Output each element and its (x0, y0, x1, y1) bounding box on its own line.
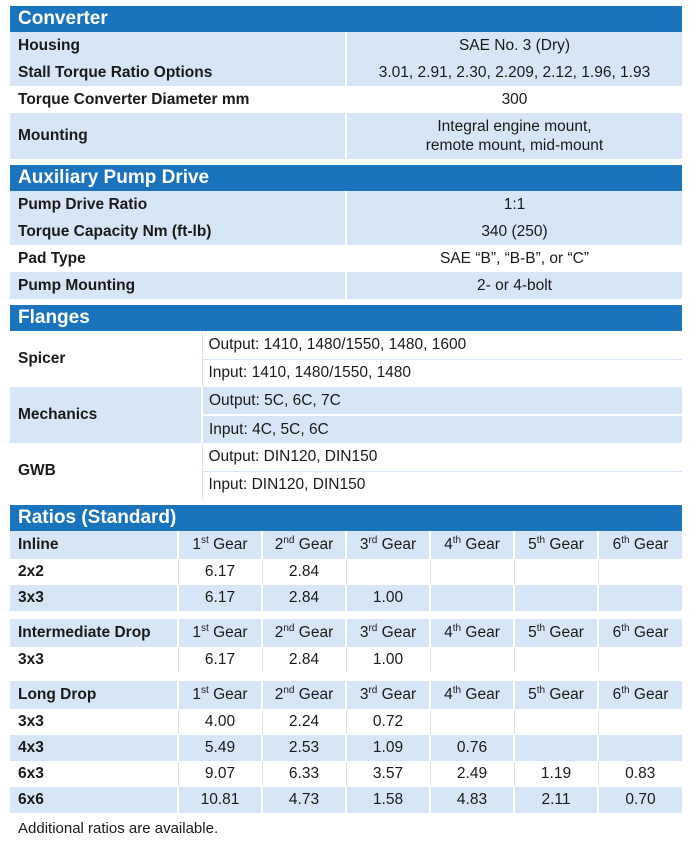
row-label: Mounting (10, 113, 346, 159)
gear-header: 1st Gear (178, 619, 262, 647)
ratio-value: 2.53 (262, 735, 346, 761)
table-row (10, 86, 682, 113)
ratio-value (514, 585, 598, 611)
ratio-value: 0.76 (430, 735, 514, 761)
ratio-value (598, 647, 682, 673)
value-line: Integral engine mount, (437, 118, 592, 135)
gear-header: 2nd Gear (262, 531, 346, 559)
table-row (10, 387, 682, 415)
value-line: remote mount, mid-mount (425, 137, 604, 154)
ratio-config-label: 3x3 (10, 585, 178, 611)
table-row (10, 559, 682, 585)
gear-header-row (10, 681, 682, 709)
table-row (10, 218, 682, 245)
ratio-value (514, 709, 598, 735)
ratio-value: 1.00 (346, 647, 430, 673)
row-value: SAE “B”, “B-B”, or “C” (346, 245, 682, 272)
ratio-value: 9.07 (178, 761, 262, 787)
table-row (10, 647, 682, 673)
group-spacer (10, 673, 682, 681)
ratio-value: 1.09 (346, 735, 430, 761)
gear-header: 2nd Gear (262, 619, 346, 647)
row-label: Pump Mounting (10, 272, 346, 299)
row-label: Stall Torque Ratio Options (10, 59, 346, 86)
row-label: Pad Type (10, 245, 346, 272)
flange-group-label: GWB (10, 443, 202, 499)
flanges-table (10, 331, 682, 499)
gear-header: 3rd Gear (346, 531, 430, 559)
footnote: Additional ratios are available. (18, 820, 219, 837)
ratio-value: 6.17 (178, 559, 262, 585)
gear-header: 6th Gear (598, 531, 682, 559)
table-row (10, 191, 682, 218)
gear-header: 1st Gear (178, 681, 262, 709)
row-label: Torque Capacity Nm (ft-lb) (10, 218, 346, 245)
row-value: 2- or 4-bolt (346, 272, 682, 299)
ratio-value: 2.11 (514, 787, 598, 813)
ratio-value: 6.17 (178, 585, 262, 611)
ratio-value: 4.73 (262, 787, 346, 813)
ratio-value: 3.57 (346, 761, 430, 787)
ratio-value: 0.72 (346, 709, 430, 735)
pump-table (10, 191, 682, 299)
row-value: 300 (346, 86, 682, 113)
flanges-section-title: Flanges (10, 305, 682, 331)
table-row (10, 331, 682, 359)
pump-section-title: Auxiliary Pump Drive (10, 165, 682, 191)
ratio-config-label: 6x6 (10, 787, 178, 813)
table-row (10, 113, 682, 159)
table-row (10, 32, 682, 59)
table-row (10, 443, 682, 471)
ratio-value (598, 559, 682, 585)
ratio-value: 2.84 (262, 559, 346, 585)
ratio-config-label: 4x3 (10, 735, 178, 761)
ratio-value (598, 735, 682, 761)
table-row (10, 761, 682, 787)
row-value (346, 113, 682, 159)
row-value: SAE No. 3 (Dry) (346, 32, 682, 59)
ratio-value: 10.81 (178, 787, 262, 813)
flange-input: Input: DIN120, DIN150 (202, 471, 682, 499)
ratio-value: 1.19 (514, 761, 598, 787)
ratio-value (598, 585, 682, 611)
gear-header: 6th Gear (598, 619, 682, 647)
table-row (10, 787, 682, 813)
converter-table (10, 32, 682, 159)
table-row (10, 585, 682, 611)
ratio-value (598, 709, 682, 735)
flange-input: Input: 1410, 1480/1550, 1480 (202, 359, 682, 387)
ratio-value: 2.24 (262, 709, 346, 735)
ratio-config-label: 3x3 (10, 709, 178, 735)
table-row (10, 709, 682, 735)
gear-header: 4th Gear (430, 531, 514, 559)
ratio-value: 2.49 (430, 761, 514, 787)
gear-header-row (10, 619, 682, 647)
ratio-group-name: Intermediate Drop (10, 619, 178, 647)
row-value: 1:1 (346, 191, 682, 218)
ratio-value: 0.83 (598, 761, 682, 787)
gear-header: 5th Gear (514, 681, 598, 709)
ratio-value (346, 559, 430, 585)
ratio-value: 6.17 (178, 647, 262, 673)
row-value: 340 (250) (346, 218, 682, 245)
gear-header: 4th Gear (430, 619, 514, 647)
ratio-value: 2.84 (262, 585, 346, 611)
group-spacer (10, 611, 682, 619)
gear-header: 4th Gear (430, 681, 514, 709)
gear-header: 5th Gear (514, 531, 598, 559)
ratio-value (514, 559, 598, 585)
gear-header: 5th Gear (514, 619, 598, 647)
row-label: Torque Converter Diameter mm (10, 86, 346, 113)
flange-output: Output: 5C, 6C, 7C (202, 387, 682, 415)
row-label: Housing (10, 32, 346, 59)
gear-header: 2nd Gear (262, 681, 346, 709)
ratio-value (514, 647, 598, 673)
ratios-section-title: Ratios (Standard) (10, 505, 682, 531)
spec-sheet (0, 6, 690, 837)
ratio-value (430, 585, 514, 611)
ratio-value: 4.00 (178, 709, 262, 735)
table-row (10, 735, 682, 761)
gear-header: 6th Gear (598, 681, 682, 709)
ratio-value: 4.83 (430, 787, 514, 813)
ratio-value (430, 647, 514, 673)
table-row (10, 245, 682, 272)
table-row (10, 59, 682, 86)
ratio-value (514, 735, 598, 761)
ratio-group-name: Inline (10, 531, 178, 559)
row-value: 3.01, 2.91, 2.30, 2.209, 2.12, 1.96, 1.93 (346, 59, 682, 86)
gear-header: 3rd Gear (346, 681, 430, 709)
gear-header: 1st Gear (178, 531, 262, 559)
ratio-value: 2.84 (262, 647, 346, 673)
flange-group-label: Mechanics (10, 387, 202, 443)
gear-header-row (10, 531, 682, 559)
gear-header: 3rd Gear (346, 619, 430, 647)
flange-input: Input: 4C, 5C, 6C (202, 415, 682, 443)
ratio-group-name: Long Drop (10, 681, 178, 709)
flange-output: Output: 1410, 1480/1550, 1480, 1600 (202, 331, 682, 359)
row-label: Pump Drive Ratio (10, 191, 346, 218)
ratio-config-label: 6x3 (10, 761, 178, 787)
ratio-value: 5.49 (178, 735, 262, 761)
table-row (10, 272, 682, 299)
ratio-value (430, 709, 514, 735)
ratio-config-label: 2x2 (10, 559, 178, 585)
ratio-value: 1.00 (346, 585, 430, 611)
ratio-value (430, 559, 514, 585)
ratio-config-label: 3x3 (10, 647, 178, 673)
ratio-value: 1.58 (346, 787, 430, 813)
ratio-value: 0.70 (598, 787, 682, 813)
flange-output: Output: DIN120, DIN150 (202, 443, 682, 471)
ratios-table (10, 531, 682, 813)
converter-section-title: Converter (10, 6, 682, 32)
flange-group-label: Spicer (10, 331, 202, 387)
ratio-value: 6.33 (262, 761, 346, 787)
